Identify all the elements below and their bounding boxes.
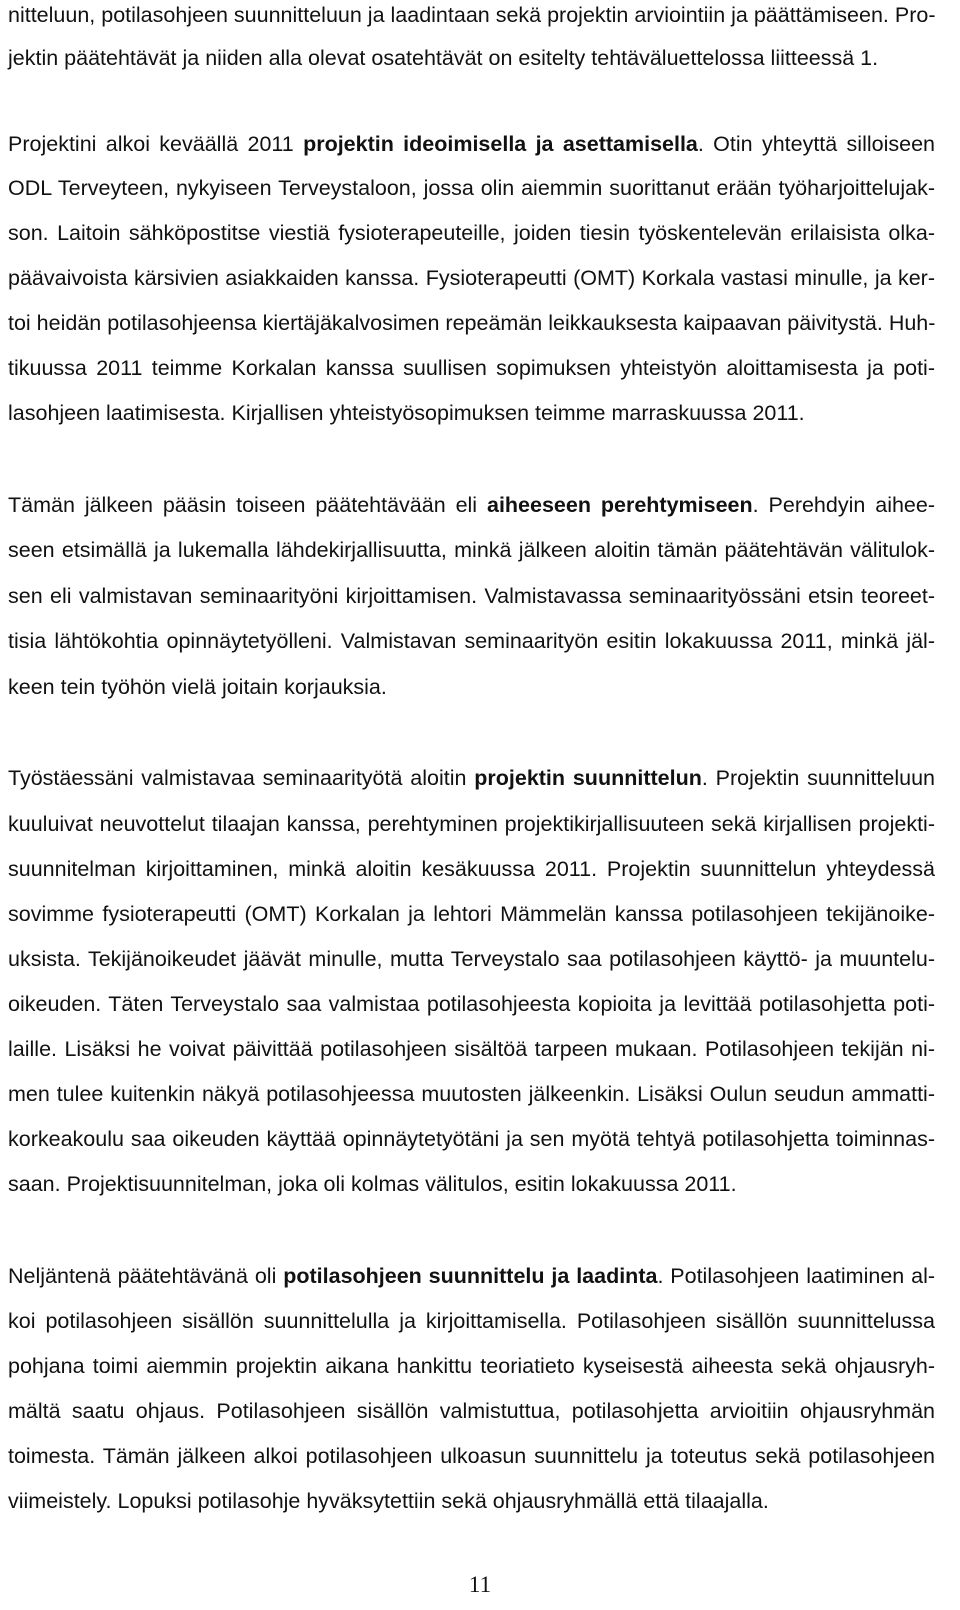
paragraph-line: mältä saatu ohjaus. Potilasohjeen sisällön valmistuttua, potilasohjetta arvioitiin ohjausryhmän xyxy=(8,1399,935,1423)
paragraph-line: sovimme fysioterapeutti (OMT) Korkalan ja lehtori Mämmelän kanssa potilasohjeen tekijänoike- xyxy=(8,902,935,926)
text-run: . Projektin suunnitteluun xyxy=(701,766,935,790)
paragraph-line: tikuussa 2011 teimme Korkalan kanssa suullisen sopimuksen yhteistyön aloittamisesta ja poti- xyxy=(8,356,935,380)
paragraph-line: tisia lähtökohtia opinnäytetyölleni. Valmistavan seminaarityön esitin lokakuussa 2011, minkä jäl- xyxy=(8,629,935,653)
paragraph-line: nitteluun, potilasohjeen suunnitteluun ja laadintaan sekä projektin arviointiin ja päättämiseen. Pro- xyxy=(8,3,936,27)
paragraph-line: laille. Lisäksi he voivat päivittää potilasohjeen sisältöä tarpeen mukaan. Potilasohjeen tekijän ni- xyxy=(8,1037,935,1061)
paragraph-line: oikeuden. Täten Terveystalo saa valmistaa potilasohjeesta kopioita ja levittää potilasohjetta poti- xyxy=(8,992,935,1016)
text-run: . Perehdyin aihee- xyxy=(752,493,936,517)
paragraph-line: koi potilasohjeen sisällön suunnittelulla ja kirjoittamisella. Potilasohjeen sisällön suunnittelussa xyxy=(8,1309,935,1333)
paragraph-line xyxy=(8,765,935,791)
paragraph-line: viimeistely. Lopuksi potilasohje hyväksytettiin sekä ohjausryhmällä että tilaajalla. xyxy=(8,1489,769,1513)
paragraph-line: päävaivoista kärsivien asiakkaiden kanssa. Fysioterapeutti (OMT) Korkala vastasi minulle, ja ker- xyxy=(8,266,935,290)
text-run: Projektini alkoi keväällä 2011 xyxy=(8,132,304,156)
paragraph-line: kuuluivat neuvottelut tilaajan kanssa, perehtyminen projektikirjallisuuteen sekä kirjallisen projekti- xyxy=(8,812,935,836)
text-run: Tämän jälkeen pääsin toiseen päätehtävään eli xyxy=(8,493,487,517)
paragraph-line: uksista. Tekijänoikeudet jäävät minulle, mutta Terveystalo saa potilasohjeen käyttö- ja muuntelu- xyxy=(8,947,935,971)
text-run: . Potilasohjeen laatiminen al- xyxy=(657,1264,936,1288)
paragraph-line: saan. Projektisuunnitelman, joka oli kolmas välitulos, esitin lokakuussa 2011. xyxy=(8,1172,737,1196)
paragraph-line: men tulee kuitenkin näkyä potilasohjeessa muutosten jälkeenkin. Lisäksi Oulun seudun ammatti- xyxy=(8,1082,935,1106)
paragraph-line: keen tein työhön vielä joitain korjauksia. xyxy=(8,675,387,699)
text-run: . Otin yhteyttä silloiseen xyxy=(697,132,935,156)
text-run: Neljäntenä päätehtävänä oli xyxy=(8,1264,284,1288)
bold-phrase: projektin suunnittelun xyxy=(474,766,702,790)
paragraph-line: lasohjeen laatimisesta. Kirjallisen yhteistyösopimuksen teimme marraskuussa 2011. xyxy=(8,401,805,425)
bold-phrase: projektin ideoimisella ja asettamisella xyxy=(303,132,698,156)
text-run: Työstäessäni valmistavaa seminaarityötä aloitin xyxy=(8,766,475,790)
paragraph-line: ODL Terveyteen, nykyiseen Terveystaloon, jossa olin aiemmin suorittanut erään työharjoittelujak- xyxy=(8,176,935,200)
paragraph-line: suunnitelman kirjoittaminen, minkä aloitin kesäkuussa 2011. Projektin suunnittelun yhteydessä xyxy=(8,857,935,881)
page-number: 11 xyxy=(468,1572,492,1597)
paragraph-line: korkeakoulu saa oikeuden käyttää opinnäytetyötäni ja sen myötä tehtyä potilasohjetta toiminnas- xyxy=(8,1127,935,1151)
paragraph-line xyxy=(8,131,935,157)
paragraph-line xyxy=(8,1263,935,1289)
bold-phrase: aiheeseen perehtymiseen xyxy=(486,493,753,517)
paragraph-line: son. Laitoin sähköpostitse viestiä fysioterapeuteille, joiden tiesin työskentelevän erilaisista olka- xyxy=(8,221,935,245)
paragraph-line xyxy=(8,492,935,518)
bold-phrase: potilasohjeen suunnittelu ja laadinta xyxy=(283,1264,658,1288)
paragraph-line: jektin päätehtävät ja niiden alla olevat osatehtävät on esitelty tehtäväluettelossa liitteessä 1. xyxy=(8,46,879,70)
paragraph-line: pohjana toimi aiemmin projektin aikana hankittu teoriatieto kyseisestä aiheesta sekä ohjausryh- xyxy=(8,1354,935,1378)
paragraph-line: toi heidän potilasohjeensa kiertäjäkalvosimen repeämän leikkauksesta kaipaavan päivitystä. Huh- xyxy=(8,311,936,335)
paragraph-line: seen etsimällä ja lukemalla lähdekirjallisuutta, minkä jälkeen aloitin tämän päätehtävän välitulok- xyxy=(8,538,935,562)
paragraph-line: toimesta. Tämän jälkeen alkoi potilasohjeen ulkoasun suunnittelu ja toteutus sekä potilasohjeen xyxy=(8,1444,935,1468)
paragraph-line: sen eli valmistavan seminaarityöni kirjoittamisen. Valmistavassa seminaarityössäni etsin teoreet- xyxy=(8,584,935,608)
